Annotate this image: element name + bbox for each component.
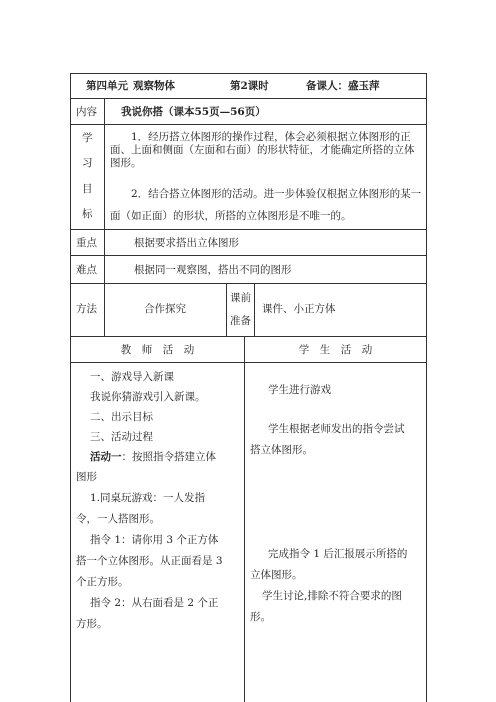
teacher-p1-b: 令，一人搭图形。 — [76, 513, 160, 525]
activity-column-divider — [244, 336, 245, 702]
keypoint-label: 重点 — [76, 237, 97, 249]
header-topic: 观察物体 — [133, 80, 175, 92]
row-divider-goals — [70, 229, 426, 230]
header-lesson: 第2课时 — [230, 80, 269, 92]
goal-item-1: 1．经历搭立体图形的操作过程，体会必须根据立体图形的正面、上面和侧面（左面和右面）的形状特征，才能确定所搭的立体图形。 — [110, 131, 415, 169]
prep-label-line-1: 课前 — [230, 292, 251, 304]
right-border — [426, 73, 427, 702]
content-value: 我说你搭（课本55页—56页） — [121, 106, 266, 118]
method-divider-2 — [254, 283, 255, 336]
goals-label-char-2: 习 — [82, 157, 93, 169]
header-preparer: 备课人：盛玉萍 — [306, 80, 380, 92]
goals-label-char-1: 学 — [82, 132, 93, 144]
goals-label-char-4: 标 — [82, 208, 93, 220]
teacher-line-4: 三、活动过程 — [90, 431, 153, 443]
teacher-p3-a: 指令 2：从右面看是 2 个正 — [90, 597, 219, 609]
row-divider-method — [70, 336, 426, 337]
keypoint-value: 根据要求搭出立体图形 — [134, 237, 239, 249]
row-divider-header — [70, 98, 426, 99]
activity-1-bold: 活动一 — [90, 451, 122, 463]
prep-value: 课件、小正方体 — [262, 303, 336, 315]
student-line-2b: 搭立体图形。 — [250, 444, 313, 456]
goal-item-2: 2．结合搭立体图形的活动。进一步体验仅根据立体图形的某一面（如正面）的形状，所搭的立体图形是不唯一的。 — [110, 188, 422, 222]
teacher-p1-a: 1.同桌玩游戏：一人发指 — [90, 492, 206, 504]
student-line-3a: 完成指令 1 后汇报展示所搭的 — [268, 548, 408, 560]
teacher-p2-b: 搭一个立体图形。从正面看是 3 — [76, 555, 223, 567]
teacher-line-2: 我说你猜游戏引入新课。 — [90, 391, 206, 403]
row-divider-columns — [70, 362, 426, 363]
activity-1-heading — [90, 450, 216, 464]
prep-label-line-2: 准备 — [230, 315, 251, 327]
student-line-3b: 立体图形。 — [250, 569, 303, 581]
student-line-4b: 形。 — [250, 611, 271, 623]
header-unit: 第四单元 — [86, 80, 128, 92]
difficulty-value: 根据同一观察图，搭出不同的图形 — [134, 264, 292, 276]
teacher-column-header: 教 师 活 动 — [120, 344, 195, 356]
activity-1-rest: ：按照指令搭建立体 — [121, 451, 216, 463]
student-line-4a: 学生讨论,排除不符合要求的图 — [262, 590, 402, 602]
method-divider-1 — [226, 283, 227, 336]
teacher-p2-c: 个正方形。 — [76, 576, 129, 588]
teacher-line-3: 二、出示目标 — [90, 411, 153, 423]
top-border — [70, 73, 426, 74]
difficulty-label: 难点 — [76, 264, 97, 276]
label-column-divider — [104, 98, 105, 336]
teacher-p3-b: 方形。 — [76, 618, 108, 630]
teacher-p2-a: 指令 1：请你用 3 个正方体 — [90, 534, 219, 546]
left-border — [70, 73, 71, 702]
student-column-header: 学 生 活 动 — [298, 344, 373, 356]
activity-1-cont: 图形 — [76, 471, 97, 483]
method-value: 合作探究 — [144, 303, 186, 315]
student-line-1: 学生进行游戏 — [268, 384, 331, 396]
row-divider-keypoint — [70, 255, 426, 256]
student-line-2a: 学生根据老师发出的指令尝试 — [268, 423, 405, 435]
content-label: 内容 — [76, 106, 97, 118]
goals-label-char-3: 目 — [82, 183, 93, 195]
row-divider-difficulty — [70, 283, 426, 284]
teacher-line-1: 一、游戏导入新课 — [90, 371, 174, 383]
method-label: 方法 — [76, 303, 97, 315]
row-divider-content — [70, 124, 426, 125]
